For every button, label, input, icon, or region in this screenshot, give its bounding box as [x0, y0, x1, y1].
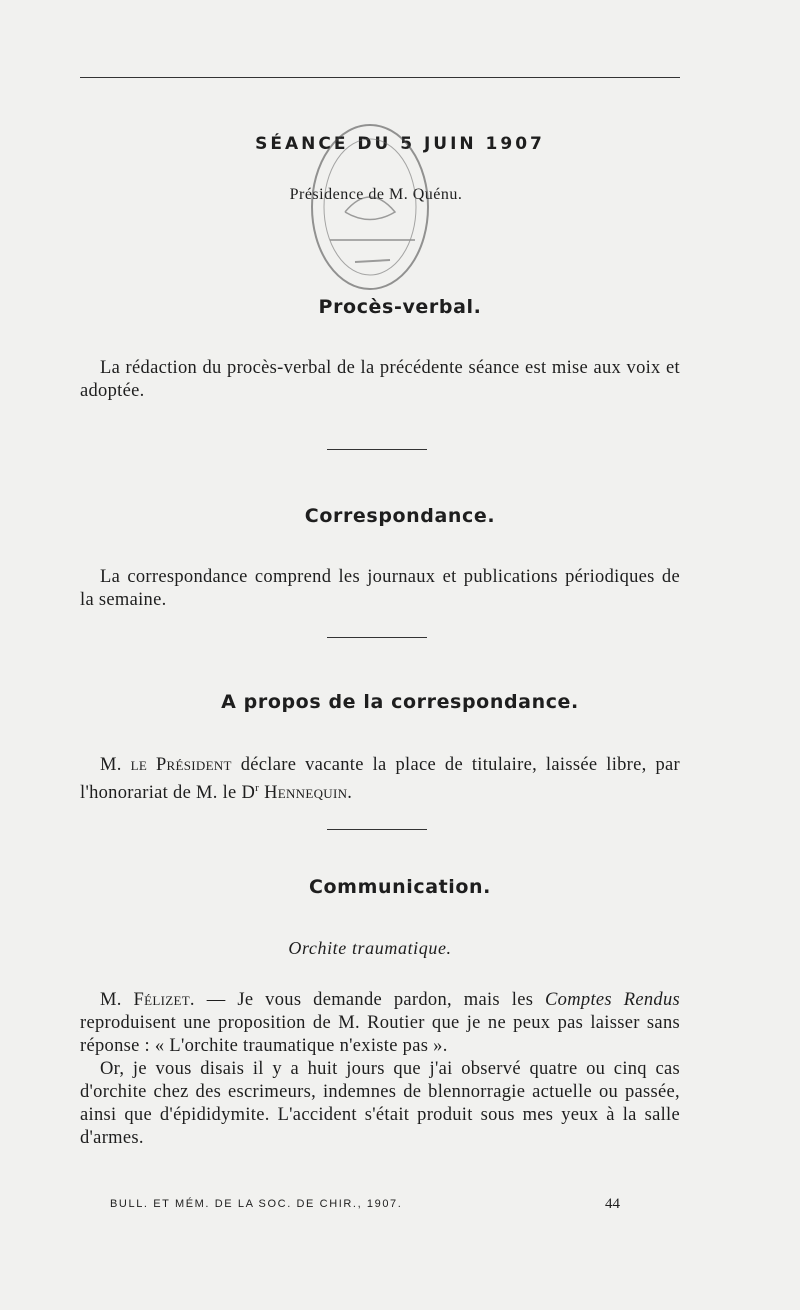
heading-correspondance: Correspondance.	[304, 505, 496, 527]
heading-proces-verbal: Procès-verbal.	[318, 296, 482, 318]
presidence-line: Présidence de M. Quénu.	[289, 186, 463, 203]
text-comm-1a: — Je vous demande pardon, mais les	[194, 990, 546, 1010]
page-number: 44	[605, 1196, 620, 1212]
footer-citation: BULL. ET MÉM. DE LA SOC. DE CHIR., 1907.	[110, 1198, 403, 1210]
text-comm-2: Or, je vous disais il y a huit jours que j'ai observé quatre ou cinq cas d'orchite chez des escrimeurs, indemnes de blennorragie actuelle ou passée, ainsi que d'épididymite. L'accident s'était produit sous mes yeux à la salle d'armes.	[80, 1059, 680, 1148]
paragraph-proces-verbal	[80, 357, 680, 403]
speaker-president: M. le Président	[100, 755, 232, 775]
text-comm-1b: reproduisent une proposition de M. Routier que je ne peux pas laisser sans réponse : « L'orchite traumatique n'existe pas ».	[80, 1013, 680, 1056]
separator	[327, 449, 427, 450]
dr-superscript: r	[255, 782, 260, 794]
text-proces-verbal: La rédaction du procès-verbal de la précédente séance est mise aux voix et adoptée.	[80, 358, 680, 401]
paragraph-a-propos	[80, 754, 680, 805]
paragraph-correspondance	[80, 566, 680, 612]
name-hennequin: Hennequin	[264, 783, 348, 804]
text-end: .	[347, 783, 353, 804]
top-rule	[80, 77, 680, 78]
separator	[327, 829, 427, 830]
italic-comptes-rendus: Comptes Rendus	[545, 990, 680, 1010]
subheading-orchite: Orchite traumatique.	[288, 938, 452, 958]
paragraph-communication	[80, 989, 680, 1150]
page-footer	[110, 1198, 620, 1210]
text-correspondance: La correspondance comprend les journaux et publications périodiques de la semaine.	[80, 567, 680, 610]
text-a-propos: déclare vacante la place de titulaire, laissée libre, par l'honorariat de M. le D	[80, 755, 681, 804]
separator	[327, 637, 427, 638]
heading-communication: Communication.	[308, 876, 492, 898]
session-title: SÉANCE DU 5 JUIN 1907	[255, 134, 545, 154]
library-stamp-icon	[300, 112, 440, 312]
speaker-felizet: M. Félizet.	[100, 990, 195, 1010]
heading-a-propos: A propos de la correspondance.	[221, 691, 579, 713]
